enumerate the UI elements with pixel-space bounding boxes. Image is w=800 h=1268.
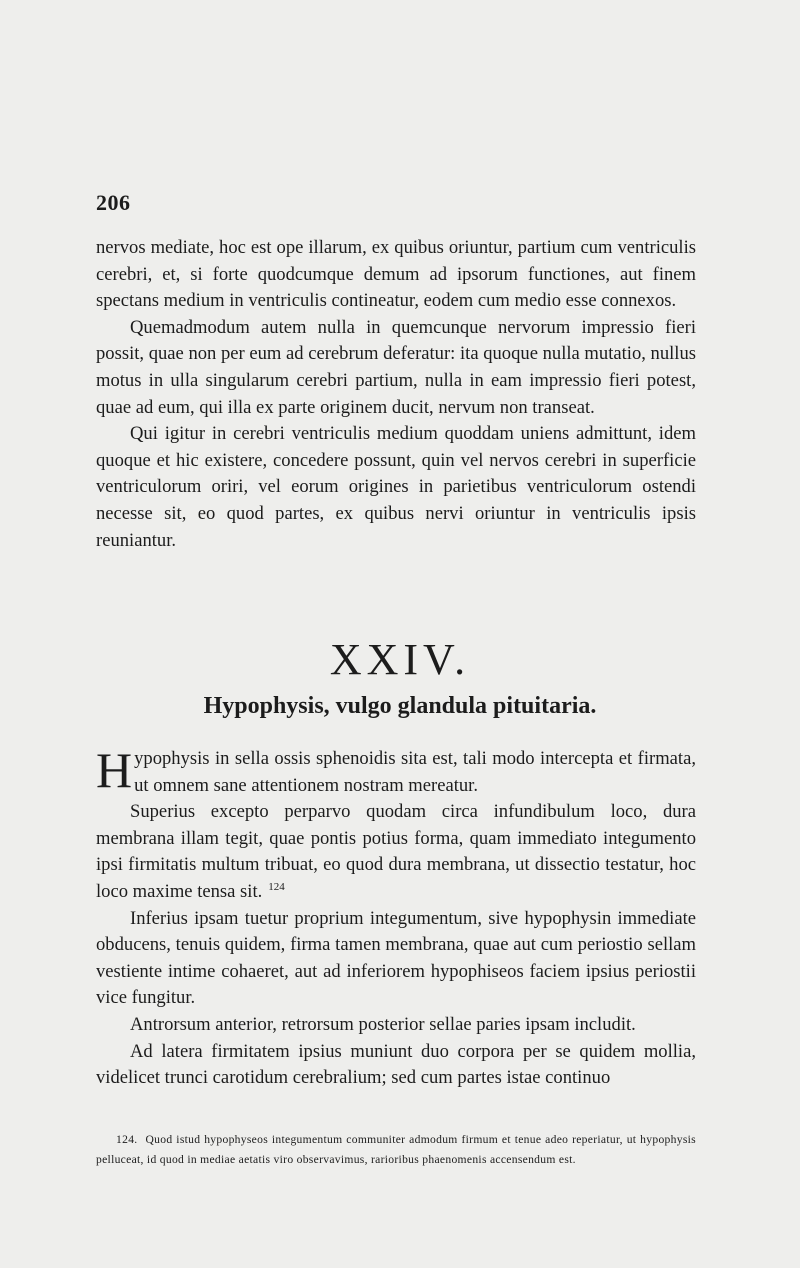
footnote-number: 124.: [116, 1133, 138, 1146]
paragraph-2: Quemadmodum autem nulla in quemcunque nervorum impressio fieri possit, quae non per eum ad cerebrum deferatur: ita quoque nulla mutatio, nullus motus in ulla singularum cerebri partium, nulla in eam impressio fieri potest, quae ad eum, qui illa ex parte originem ducit, nervum non transeat.: [96, 316, 696, 418]
paragraph-first: [96, 742, 696, 799]
text-block-chapter: [96, 742, 696, 1092]
paragraph-ad-latera: Ad latera firmitatem ipsius muniunt duo corpora per se quidem mollia, videlicet trunci carotidum cerebralium; sed cum partes istae continuo: [96, 1040, 696, 1089]
paragraph-antrorsum: Antrorsum anterior, retrorsum posterior sellae paries ipsam includit.: [130, 1013, 636, 1035]
footnote-reference: 124: [268, 880, 285, 893]
paragraph-second: [96, 799, 696, 905]
page-number: 206: [96, 190, 131, 215]
paragraph-inferius: Inferius ipsam tuetur proprium integumentum, sive hypophysin immediate obducens, tenuis quidem, firma tamen membrana, quae aut cum periostio sellam vestiente intime cohaeret, aut ad inferiorem hypophiseos faciem ipsius periostii vice fungitur.: [96, 907, 696, 1009]
footnote-text: Quod istud hypophyseos integumentum communiter admodum firmum et tenue adeo reperiatur, ut hypophysis pelluceat, id quod in mediae aetatis viro observavimus, rarioribus phaenomenis accensendum est.: [96, 1133, 696, 1166]
paragraph-first-text: ypophysis in sella ossis sphenoidis sita est, tali modo intercepta et firmata, ut omnem sane attentionem nostram mereatur.: [134, 748, 696, 796]
drop-cap: H: [96, 742, 133, 798]
text-block-top: [96, 235, 696, 554]
paragraph-3: Qui igitur in cerebri ventriculis medium quoddam uniens admittunt, idem quoque et hic existere, concedere possunt, quin vel nervos cerebri in superficie ventriculorum oriri, vel eorum origines in parietibus ventriculorum ostendi necesse sit, eo quod partes, ex quibus nervi oriuntur in ventriculis ipsis reuniantur.: [96, 423, 696, 551]
paragraph-1: nervos mediate, hoc est ope illarum, ex quibus oriuntur, partium cum ventriculis cerebri, et, si forte quodcumque demum ad ipsorum functiones, aut finem spectans medium in ventriculis contineatur, eodem cum medio esse connexos.: [96, 237, 696, 312]
chapter-number: XXIV.: [329, 635, 471, 684]
footnote: [96, 1130, 696, 1170]
paragraph-second-text: Superius excepto perparvo quodam circa infundibulum loco, dura membrana illam tegit, quae pontis potius forma, quam immediato integumento ipsi firmitatis multum tribuat, eo quod dura membrana, ut dissectio testatur, hoc loco maxime tensa sit.: [96, 801, 696, 902]
chapter-title: Hypophysis, vulgo glandula pituitaria.: [203, 693, 597, 719]
